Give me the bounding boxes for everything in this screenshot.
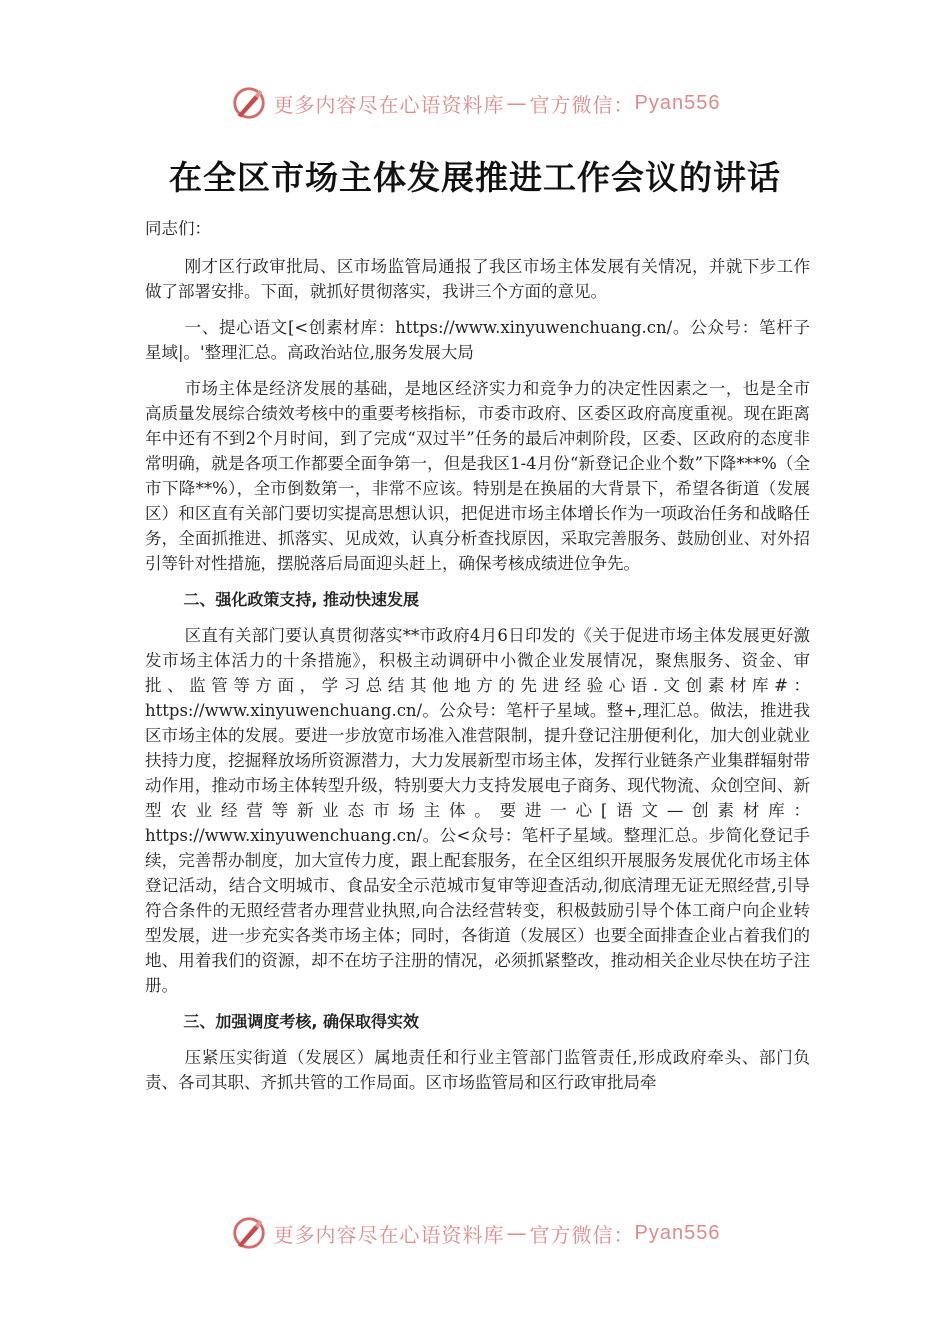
header-banner-separator: —: [506, 91, 528, 115]
header-wechat-id: Pyan556: [634, 91, 721, 114]
header-wechat-label: 官方微信：: [529, 92, 635, 117]
paragraph-intro: 刚才区行政审批局、区市场监管局通报了我区市场主体发展有关情况，并就下步工作做了部署安排。下面，就抓好贯彻落实，我讲三个方面的意见。: [145, 257, 810, 301]
footer-banner: [0, 1214, 950, 1252]
section-heading-2: 二、强化政策支持, 推动快速发展: [183, 590, 420, 609]
document-title: 在全区市场主体发展推进工作会议的讲话: [169, 158, 781, 197]
header-banner-text: 更多内容尽在心语资料库: [273, 92, 505, 117]
section-heading-3: 三、加强调度考核, 确保取得实效: [183, 1012, 420, 1031]
pen-logo-icon: [230, 84, 268, 122]
paragraph-section-2: 区直有关部门要认真贯彻落实**市政府4月6日印发的《关于促进市场主体发展更好激发市场主体活力的十条措施》，积极主动调研中小微企业发展情况，聚焦服务、资金、审批、监管等方面，学习总结其他地方的先进经验心语.文创素材库#：https://www.xinyuwenchuang.cn/。公众号：笔杆子星域。整+,理汇总。做法，推进我区市场主体的发展。要进一步放宽市场准入准营限制，提升登记注册便利化，加大创业就业扶持力度，挖掘释放场所资源潜力，大力发展新型市场主体，发挥行业链条产业集群辐射带动作用，推动市场主体转型升级，特别要大力支持发展电子商务、现代物流、众创空间、新型农业经营等新业态市场主体。要进一心[语文—创素材库：https://www.xinyuwenchuang.cn/。公<众号：笔杆子星域。整理汇总。步简化登记手续，完善帮办制度，加大宣传力度，跟上配套服务，在全区组织开展服务发展优化市场主体登记活动，结合文明城市、食品安全示范城市复审等迎查活动,彻底清理无证无照经营,引导符合条件的无照经营者办理营业执照,向合法经营转变，积极鼓励引导个体工商户向企业转型发展，进一步充实各类市场主体；同时，各街道（发展区）也要全面排查企业占着我们的地、用着我们的资源，却不在坊子注册的情况，必须抓紧整改，推动相关企业尽快在坊子注册。: [145, 626, 810, 995]
footer-banner-separator: —: [506, 1221, 528, 1245]
footer-wechat-id: Pyan556: [634, 1221, 721, 1244]
greeting: 同志们：: [145, 219, 211, 238]
header-banner: [0, 84, 950, 122]
document-body: [145, 216, 810, 1106]
footer-banner-text: 更多内容尽在心语资料库: [273, 1222, 505, 1247]
paragraph-section-3: 压紧压实街道（发展区）属地责任和行业主管部门监管责任,形成政府牵头、部门负责、各司其职、齐抓共管的工作局面。区市场监管局和区行政审批局牵: [145, 1048, 810, 1092]
section-heading-1: 一、提心语文[<创素材库：https://www.xinyuwenchuang.cn/。公众号：笔杆子星域|。'整理汇总。高政治站位,服务发展大局: [145, 318, 810, 362]
paragraph-section-1: 市场主体是经济发展的基础，是地区经济实力和竞争力的决定性因素之一，也是全市高质量发展综合绩效考核中的重要考核指标，市委市政府、区委区政府高度重视。现在距离年中还有不到2个月时间，到了完成“双过半”任务的最后冲刺阶段，区委、区政府的态度非常明确，就是各项工作都要全面争第一，但是我区1-4月份“新登记企业个数”下降***%（全市下降**%），全市倒数第一，非常不应该。特别是在换届的大背景下，希望各街道（发展区）和区直有关部门要切实提高思想认识，把促进市场主体增长作为一项政治任务和战略任务，全面抓推进、抓落实、见成效，认真分析查找原因，采取完善服务、鼓励创业、对外招引等针对性措施，摆脱落后局面迎头赶上，确保考核成绩进位争先。: [145, 379, 810, 573]
pen-logo-icon: [230, 1214, 268, 1252]
footer-wechat-label: 官方微信：: [529, 1222, 635, 1247]
